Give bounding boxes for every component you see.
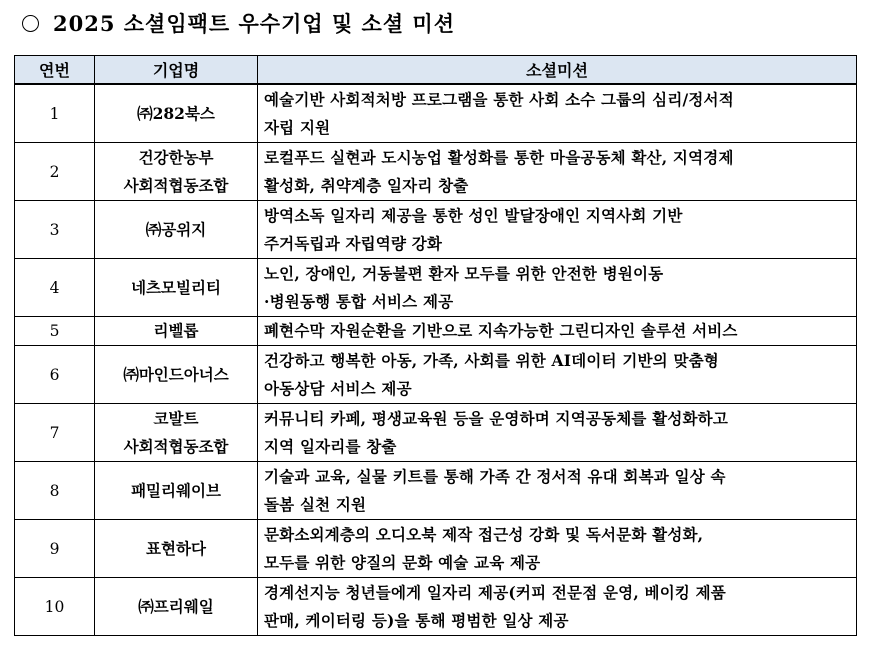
row-number: 6 [15,346,95,404]
social-mission-line: 방역소독 일자리 제공을 통한 성인 발달장애인 지역사회 기반 [264,205,683,225]
row-number: 3 [15,201,95,259]
company-name [95,317,258,346]
social-mission [258,84,857,143]
social-mission [258,317,857,346]
header-mission: 소셜미션 [258,56,857,85]
table-row [15,317,857,346]
company-name-line: 네츠모빌리티 [131,277,221,297]
table-row [15,143,857,201]
table-row [15,201,857,259]
company-name [95,520,258,578]
social-mission-line: 주거독립과 자립역량 강화 [264,233,443,253]
social-mission-line: 폐현수막 자원순환을 기반으로 지속가능한 그린디자인 솔루션 서비스 [264,321,738,340]
social-mission-line: 자립 지원 [264,117,331,137]
social-mission [258,462,857,520]
company-name-line: ㈜공위지 [145,219,207,239]
row-number: 7 [15,404,95,462]
row-number: 9 [15,520,95,578]
company-name-line: 리벨롭 [153,321,199,340]
page-title [22,8,455,38]
header-number: 연번 [15,56,95,85]
row-number: 8 [15,462,95,520]
company-name [95,84,258,143]
social-mission-line: 아동상담 서비스 제공 [264,378,412,398]
social-mission-line: 판매, 케이터링 등)을 통해 평범한 일상 제공 [264,610,569,630]
social-mission-line: 지역 일자리를 창출 [264,436,397,456]
company-name [95,578,258,636]
company-name-line: ㈜마인드아너스 [123,364,229,384]
table-row [15,404,857,462]
company-name-line: 사회적협동조합 [123,175,229,195]
social-mission-line: 건강하고 행복한 아동, 가족, 사회를 위한 AI데이터 기반의 맞춤형 [264,350,719,370]
table-row [15,578,857,636]
header-company: 기업명 [95,56,258,85]
social-mission [258,201,857,259]
table-row [15,84,857,143]
company-name [95,259,258,317]
social-mission-line: 기술과 교육, 실물 키트를 통해 가족 간 정서적 유대 회복과 일상 속 [264,466,726,486]
social-mission-line: 노인, 장애인, 거동불편 환자 모두를 위한 안전한 병원이동 [264,263,664,283]
table-row [15,462,857,520]
social-mission-line: 문화소외계층의 오디오북 제작 접근성 강화 및 독서문화 활성화, [264,524,704,544]
company-name-line: 사회적협동조합 [123,436,229,456]
company-name-line: ㈜프리웨일 [138,596,214,616]
social-mission-line: 활성화, 취약계층 일자리 창출 [264,175,469,195]
company-name [95,404,258,462]
social-mission [258,578,857,636]
company-name [95,201,258,259]
row-number: 4 [15,259,95,317]
social-mission [258,259,857,317]
social-mission [258,404,857,462]
table-row [15,259,857,317]
row-number: 1 [15,84,95,143]
company-name-line: 코발트 [153,408,199,428]
table-header-row [15,56,857,85]
row-number: 10 [15,578,95,636]
company-name-line: 표현하다 [146,538,206,558]
company-name-line: ㈜282북스 [137,103,215,123]
circle-bullet-icon [22,15,39,32]
social-mission [258,346,857,404]
social-mission-line: 돌봄 실천 지원 [264,494,367,514]
row-number: 5 [15,317,95,346]
company-name-line: 패밀리웨이브 [131,480,221,500]
social-mission-line: 로컬푸드 실현과 도시농업 활성화를 통한 마을공동체 확산, 지역경제 [264,147,734,167]
social-mission [258,143,857,201]
social-mission [258,520,857,578]
social-mission-line: 커뮤니티 카페, 평생교육원 등을 운영하며 지역공동체를 활성화하고 [264,408,729,428]
table-row [15,346,857,404]
company-name [95,346,258,404]
company-name-line: 건강한농부 [138,147,214,167]
company-name [95,462,258,520]
table-row [15,520,857,578]
social-mission-line: 모두를 위한 양질의 문화 예술 교육 제공 [264,552,541,572]
social-mission-line: 예술기반 사회적처방 프로그램을 통한 사회 소수 그룹의 심리/정서적 [264,89,734,109]
social-mission-line: ·병원동행 통합 서비스 제공 [264,291,454,311]
mission-table [14,55,857,636]
social-mission-line: 경계선지능 청년들에게 일자리 제공(커피 전문점 운영, 베이킹 제품 [264,582,726,602]
company-name [95,143,258,201]
row-number: 2 [15,143,95,201]
page-title-text: 2025 소셜임팩트 우수기업 및 소셜 미션 [53,11,456,36]
